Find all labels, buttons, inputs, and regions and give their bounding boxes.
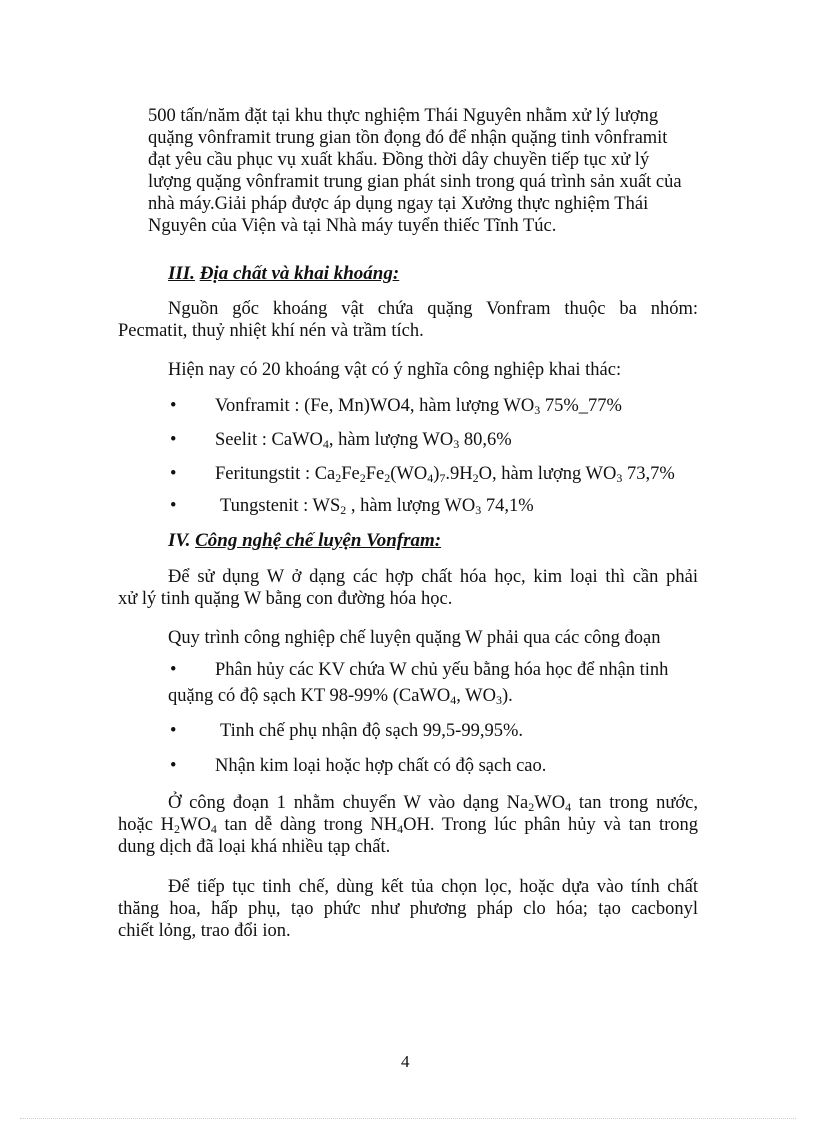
- intro-line: Nguyên của Viện và tại Nhà máy tuyển thiếc Tĩnh Túc.: [148, 216, 557, 236]
- stage-line-2: hoặc $H_2WO_4$ tan dễ dàng trong $NH_4OH$. Trong lúc phân hủy và tan trong: [118, 815, 698, 836]
- refining-paragraph: [118, 876, 698, 942]
- stage-line-3: dung dịch đã loại khá nhiều tạp chất.: [118, 837, 391, 857]
- origin-line-1: Nguồn gốc khoáng vật chứa quặng Vonfram thuộc ba nhóm:: [168, 299, 698, 319]
- refining-line-3: chiết lỏng, trao đổi ion.: [118, 921, 291, 941]
- intro-line: lượng quặng vônframit trung gian phát sinh trong quá trình sản xuất của: [148, 172, 682, 192]
- bullet-icon: •: [170, 430, 177, 450]
- mineral-name: Feritungstit: [215, 464, 301, 484]
- content-value: 73,7%: [626, 464, 675, 484]
- content-value: 74,1%: [485, 496, 534, 516]
- origin-paragraph: [118, 298, 698, 342]
- intro-line: nhà máy.Giải pháp được áp dụng ngay tại Xưởng thực nghiệm Thái: [148, 194, 649, 214]
- origin-line-2: Pecmatit, thuỷ nhiệt khí nén và trầm tích.: [118, 321, 424, 341]
- intro-paragraph: [148, 105, 708, 237]
- mineral-formula: (Fe, Mn)WO4: [304, 396, 410, 416]
- bullet-icon: •: [170, 721, 177, 741]
- processing-line-1: Để sử dụng W ở dạng các hợp chất hóa học, kim loại thì cần phải: [168, 567, 698, 587]
- processing-paragraph: [118, 566, 698, 610]
- process-step-continuation: quặng có độ sạch KT 98-99% (CaWO$_4$, $WO_3$).: [168, 686, 513, 707]
- page-number: 4: [401, 1052, 410, 1071]
- minerals-intro: Hiện nay có 20 khoáng vật có ý nghĩa công nghiệp khai thác:: [168, 360, 622, 380]
- mineral-name: Tungstenit: [220, 496, 299, 516]
- page-divider: [20, 1118, 796, 1119]
- content-label: hàm lượng WO: [419, 396, 535, 416]
- bullet-icon: •: [170, 464, 177, 484]
- refining-line-2: thăng hoa, hấp phụ, tạo phức như phương pháp clo hóa; tạo cacbonyl: [118, 899, 698, 919]
- section-4-number: IV.: [168, 530, 191, 551]
- stage-line-1: Ở công đoạn 1 nhằm chuyển W vào dạng $Na_2WO_4$ tan trong nước,: [168, 793, 698, 814]
- stage-paragraph: [118, 792, 698, 858]
- refining-line-1: Để tiếp tục tinh chế, dùng kết tủa chọn lọc, hoặc dựa vào tính chất: [168, 877, 698, 897]
- content-value: 80,6%: [463, 430, 512, 450]
- intro-line: quặng vônframit trung gian tồn đọng đó để nhận quặng tinh vônframit: [148, 128, 668, 148]
- section-4-heading: [168, 530, 441, 552]
- mineral-name: Vonframit: [215, 396, 290, 416]
- mineral-name: Seelit: [215, 430, 258, 450]
- intro-line: 500 tấn/năm đặt tại khu thực nghiệm Thái Nguyên nhằm xử lý lượng: [148, 106, 659, 126]
- section-3-number: III.: [168, 263, 195, 284]
- section-3-title: Địa chất và khai khoáng:: [199, 263, 400, 284]
- bullet-icon: •: [170, 756, 177, 776]
- bullet-icon: •: [170, 496, 177, 516]
- document-page: 500 tấn/năm đặt tại khu thực nghiệm Thái Nguyên nhằm xử lý lượng quặng vônframit trung gian tồn đọng đó để nhận quặng tinh vônframit đạt yêu cầu phục vụ xuất khẩu. Đồng thời dây chuyền tiếp tục xử lý lượng quặng vônframit trung gian phát sinh trong quá trình sản xuất của nhà máy.Giải pháp được áp dụng ngay tại Xưởng thực nghiệm Thái Nguyên của Viện và tại Nhà máy tuyển thiếc Tĩnh Túc. III. Địa chất và khai khoáng: Nguồn gốc khoáng vật chứa quặng Vonfram thuộc ba nhóm: Pecmatit, thuỷ nhiệt khí nén và trầm tích. Hiện nay có 20 khoáng vật có ý nghĩa công nghiệp khai thác: • Vonframit : (Fe, Mn)WO4, hàm lượng $WO_3$ 75%_77% • Seelit : CaWO$_4$, hàm lượng $WO_3$ 80,6% • Feritungstit : $Ca_2Fe_2Fe_2(WO_4)_7.9H_2O$, hàm lượng $WO_3$ 73,7% • Tungstenit : $WS_2$ , hàm lượng $WO_3$ 74,1% IV. Công nghệ chế luyện Vonfram: Để sử dụng W ở dạng các hợp chất hóa học, kim loại thì cần phải xử lý tinh quặng W bằng con đường hóa học. Quy trình công nghiệp chế luyện quặng W phải qua các công đoạn • Phân hủy các KV chứa W chủ yếu bằng hóa học để nhận tinh quặng có độ sạch KT 98-99% (CaWO$_4$, $WO_3$). • Tinh chế phụ nhận độ sạch 99,5-99,95%. • Nhận kim loại hoặc hợp chất có độ sạch cao. Ở công đoạn 1 nhằm chuyển W vào dạng $Na_2WO_4$ tan trong nước, hoặc $H_2WO_4$ tan dễ dàng trong $NH_4OH$. Trong lúc phân hủy và tan trong dung dịch đã loại khá nhiều tạp chất. Để tiếp tục tinh chế, dùng kết tủa chọn lọc, hoặc dựa vào tính chất thăng hoa, hấp phụ, tạo phức như phương pháp clo hóa; tạo cacbonyl chiết lỏng, trao đổi ion. 4: [0, 0, 816, 1123]
- processing-line-2: xử lý tinh quặng W bằng con đường hóa học.: [118, 589, 453, 609]
- intro-line: đạt yêu cầu phục vụ xuất khẩu. Đồng thời dây chuyền tiếp tục xử lý: [148, 150, 650, 170]
- section-3-heading: [168, 263, 399, 285]
- section-4-title: Công nghệ chế luyện Vonfram:: [195, 530, 442, 551]
- bullet-icon: •: [170, 660, 177, 680]
- process-intro: Quy trình công nghiệp chế luyện quặng W phải qua các công đoạn: [168, 628, 661, 648]
- content-value: 75%_77%: [544, 396, 622, 416]
- bullet-icon: •: [170, 396, 177, 416]
